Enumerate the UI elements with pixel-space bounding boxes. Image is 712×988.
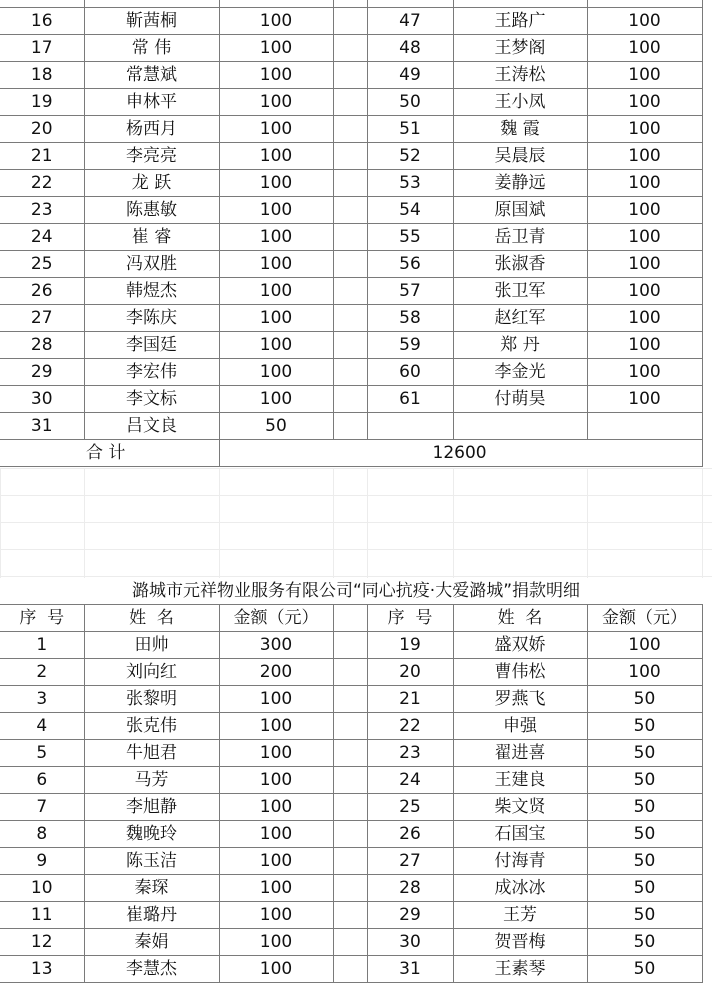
cell-spacer[interactable] (333, 767, 367, 794)
cell-amount[interactable]: 100 (219, 251, 333, 278)
table-row (0, 278, 702, 305)
cell-amount[interactable]: 50 (587, 713, 702, 740)
cell-no[interactable]: 23 (367, 740, 453, 767)
table-row (0, 740, 702, 767)
table-header-row (0, 605, 702, 632)
cell-name[interactable]: 张卫军 (453, 278, 587, 305)
cell-name[interactable]: 李旭静 (84, 794, 219, 821)
cell-name[interactable]: 盛双娇 (453, 632, 587, 659)
cell-name[interactable]: 陈惠敏 (84, 197, 219, 224)
header-amount: 金额（元） (587, 605, 702, 632)
cell-name[interactable] (84, 0, 219, 8)
cell-amount[interactable]: 100 (219, 902, 333, 929)
cell-spacer[interactable] (333, 740, 367, 767)
cell-spacer[interactable] (333, 143, 367, 170)
cell-name[interactable]: 魏晚玲 (84, 821, 219, 848)
cell-amount[interactable]: 50 (587, 767, 702, 794)
table-row (0, 116, 702, 143)
cell-amount[interactable]: 100 (587, 386, 702, 413)
cell-amount[interactable]: 100 (219, 197, 333, 224)
cell-no[interactable]: 17 (0, 35, 84, 62)
cell-name[interactable]: 李国廷 (84, 332, 219, 359)
cell-no[interactable]: 19 (0, 89, 84, 116)
cell-no[interactable]: 59 (367, 332, 453, 359)
cell-spacer[interactable] (333, 278, 367, 305)
cell-amount[interactable]: 100 (219, 359, 333, 386)
cell-name[interactable]: 吕文良 (84, 413, 219, 440)
total-value[interactable]: 12600 (219, 440, 702, 467)
cell-amount[interactable]: 100 (587, 116, 702, 143)
cell-no[interactable]: 52 (367, 143, 453, 170)
cell-no[interactable]: 11 (0, 902, 84, 929)
cell-amount[interactable]: 100 (219, 332, 333, 359)
cell-name[interactable]: 柴文贤 (453, 794, 587, 821)
cell-spacer[interactable] (333, 197, 367, 224)
cell-no[interactable]: 48 (367, 35, 453, 62)
cell-amount[interactable]: 100 (587, 359, 702, 386)
cell-spacer[interactable] (333, 956, 367, 983)
table-row (0, 8, 702, 35)
cell-spacer[interactable] (333, 170, 367, 197)
cell-spacer[interactable] (333, 713, 367, 740)
cell-amount[interactable]: 100 (587, 278, 702, 305)
cell-no[interactable]: 18 (0, 62, 84, 89)
cell-spacer[interactable] (333, 902, 367, 929)
cell-name[interactable]: 张淑香 (453, 251, 587, 278)
cell-no[interactable]: 12 (0, 929, 84, 956)
cell-name[interactable]: 曹伟松 (453, 659, 587, 686)
cell-spacer[interactable] (333, 62, 367, 89)
cell-amount[interactable]: 100 (219, 848, 333, 875)
cell-spacer[interactable] (333, 821, 367, 848)
table-row (0, 35, 702, 62)
cell-name[interactable]: 吴晨辰 (453, 143, 587, 170)
cell-name[interactable]: 李宏伟 (84, 359, 219, 386)
cell-no[interactable]: 9 (0, 848, 84, 875)
cell-no[interactable]: 24 (367, 767, 453, 794)
cell-name[interactable]: 付萌昊 (453, 386, 587, 413)
header-name: 姓 名 (453, 605, 587, 632)
cell-name[interactable]: 牛旭君 (84, 740, 219, 767)
cell-spacer[interactable] (333, 794, 367, 821)
table-row (0, 848, 702, 875)
cell-no[interactable]: 26 (0, 278, 84, 305)
cell-amount[interactable]: 50 (587, 956, 702, 983)
cell-amount[interactable]: 50 (587, 848, 702, 875)
cell-no[interactable]: 57 (367, 278, 453, 305)
grid-line (587, 468, 588, 578)
cell-no[interactable]: 49 (367, 62, 453, 89)
cell-spacer[interactable] (333, 848, 367, 875)
table-row (0, 956, 702, 983)
cell-amount[interactable]: 100 (587, 632, 702, 659)
table-row (0, 713, 702, 740)
cell-no[interactable]: 13 (0, 956, 84, 983)
cell-spacer[interactable] (333, 386, 367, 413)
cell-spacer[interactable] (333, 116, 367, 143)
cell-no[interactable]: 60 (367, 359, 453, 386)
cell-no[interactable]: 53 (367, 170, 453, 197)
cell-no[interactable]: 47 (367, 8, 453, 35)
cell-name[interactable]: 翟进喜 (453, 740, 587, 767)
cell-name[interactable]: 常 伟 (84, 35, 219, 62)
table-row (0, 386, 702, 413)
cell-spacer[interactable] (333, 0, 367, 8)
header-amount: 金额（元） (219, 605, 333, 632)
cell-name[interactable]: 常慧斌 (84, 62, 219, 89)
cell-amount[interactable]: 100 (219, 8, 333, 35)
grid-line (333, 468, 334, 578)
donation-table (0, 604, 703, 983)
cell-name[interactable]: 张黎明 (84, 686, 219, 713)
cell-name[interactable]: 李慧杰 (84, 956, 219, 983)
cell-name[interactable]: 刘向红 (84, 659, 219, 686)
grid-line (367, 468, 368, 578)
table-row (0, 875, 702, 902)
cell-spacer[interactable] (333, 929, 367, 956)
cell-spacer[interactable] (333, 224, 367, 251)
cell-spacer[interactable] (333, 89, 367, 116)
cell-no[interactable]: 25 (367, 794, 453, 821)
cell-amount[interactable]: 50 (587, 902, 702, 929)
cell-no[interactable]: 55 (367, 224, 453, 251)
table-row (0, 794, 702, 821)
cell-no[interactable]: 29 (0, 359, 84, 386)
grid-line (702, 468, 703, 578)
table-row (0, 413, 702, 440)
table-row (0, 197, 702, 224)
header-name: 姓 名 (84, 605, 219, 632)
cell-name[interactable]: 王路广 (453, 8, 587, 35)
total-row (0, 440, 702, 467)
cell-name[interactable]: 申强 (453, 713, 587, 740)
cell-amount[interactable]: 100 (219, 116, 333, 143)
cell-spacer[interactable] (333, 686, 367, 713)
cell-name[interactable] (453, 413, 587, 440)
empty-grid-area[interactable] (0, 468, 712, 578)
cell-name[interactable]: 原国斌 (453, 197, 587, 224)
cell-name[interactable]: 魏 霞 (453, 116, 587, 143)
cell-amount[interactable]: 100 (219, 821, 333, 848)
cell-name[interactable]: 龙 跃 (84, 170, 219, 197)
cell-name[interactable]: 罗燕飞 (453, 686, 587, 713)
cell-spacer[interactable] (333, 875, 367, 902)
cell-no[interactable]: 29 (367, 902, 453, 929)
cell-amount[interactable]: 100 (219, 767, 333, 794)
cell-name[interactable]: 申林平 (84, 89, 219, 116)
cell-no[interactable]: 16 (0, 8, 84, 35)
cell-name[interactable]: 李陈庆 (84, 305, 219, 332)
cell-amount[interactable]: 100 (587, 8, 702, 35)
cell-name[interactable]: 王素琴 (453, 956, 587, 983)
table-row (0, 224, 702, 251)
cell-amount[interactable]: 100 (587, 170, 702, 197)
cell-name[interactable]: 岳卫青 (453, 224, 587, 251)
header-no: 序 号 (367, 605, 453, 632)
cell-name[interactable]: 赵红军 (453, 305, 587, 332)
cell-name[interactable]: 马芳 (84, 767, 219, 794)
cell-amount[interactable]: 100 (587, 143, 702, 170)
cell-no[interactable]: 26 (367, 821, 453, 848)
cell-name[interactable]: 秦琛 (84, 875, 219, 902)
cell-no[interactable]: 30 (367, 929, 453, 956)
cell-spacer[interactable] (333, 332, 367, 359)
cell-spacer[interactable] (333, 8, 367, 35)
cell-amount[interactable]: 100 (219, 686, 333, 713)
cell-name[interactable] (453, 0, 587, 8)
cell-spacer[interactable] (333, 251, 367, 278)
cell-no[interactable]: 56 (367, 251, 453, 278)
table-row (0, 332, 702, 359)
table-row (0, 359, 702, 386)
cell-amount[interactable]: 100 (587, 197, 702, 224)
cell-amount[interactable]: 100 (587, 89, 702, 116)
cell-no[interactable]: 51 (367, 116, 453, 143)
cell-amount[interactable]: 100 (587, 332, 702, 359)
cell-no[interactable]: 23 (0, 197, 84, 224)
cell-name[interactable]: 郑 丹 (453, 332, 587, 359)
cell-no[interactable]: 6 (0, 767, 84, 794)
cell-amount[interactable]: 50 (587, 686, 702, 713)
cell-name[interactable]: 陈玉洁 (84, 848, 219, 875)
table-row (0, 62, 702, 89)
cell-no[interactable]: 21 (0, 143, 84, 170)
cell-no[interactable]: 28 (367, 875, 453, 902)
cell-no[interactable]: 22 (367, 713, 453, 740)
cell-amount[interactable]: 100 (219, 62, 333, 89)
table-row (0, 305, 702, 332)
grid-line (453, 468, 454, 578)
document-title: 潞城市元祥物业服务有限公司“同心抗疫·大爱潞城”捐款明细 (131, 581, 581, 601)
cell-no[interactable]: 2 (0, 659, 84, 686)
table-row (0, 170, 702, 197)
cell-name[interactable]: 王小凤 (453, 89, 587, 116)
table-row-partial (0, 0, 702, 8)
cell-no[interactable] (0, 0, 84, 8)
cell-amount[interactable]: 100 (219, 89, 333, 116)
cell-amount[interactable]: 300 (219, 632, 333, 659)
cell-amount[interactable]: 200 (219, 659, 333, 686)
cell-amount[interactable]: 100 (219, 170, 333, 197)
cell-amount[interactable]: 100 (587, 35, 702, 62)
cell-no[interactable]: 20 (367, 659, 453, 686)
cell-no[interactable]: 24 (0, 224, 84, 251)
cell-no[interactable]: 61 (367, 386, 453, 413)
cell-amount[interactable]: 100 (587, 224, 702, 251)
cell-amount[interactable]: 100 (219, 875, 333, 902)
cell-no[interactable]: 21 (367, 686, 453, 713)
header-spacer (333, 605, 367, 632)
cell-amount[interactable]: 100 (219, 35, 333, 62)
cell-no[interactable]: 20 (0, 116, 84, 143)
table-row (0, 767, 702, 794)
cell-amount[interactable]: 100 (587, 305, 702, 332)
cell-no[interactable]: 10 (0, 875, 84, 902)
cell-no[interactable]: 7 (0, 794, 84, 821)
cell-amount[interactable]: 100 (219, 740, 333, 767)
cell-no[interactable]: 30 (0, 386, 84, 413)
table-row (0, 902, 702, 929)
total-label[interactable]: 合 计 (0, 440, 219, 467)
grid-line (219, 468, 220, 578)
cell-amount[interactable]: 100 (219, 956, 333, 983)
table-row (0, 821, 702, 848)
cell-name[interactable]: 张克伟 (84, 713, 219, 740)
cell-name[interactable]: 靳茜桐 (84, 8, 219, 35)
cell-name[interactable]: 韩煜杰 (84, 278, 219, 305)
cell-spacer[interactable] (333, 305, 367, 332)
cell-amount[interactable]: 50 (587, 821, 702, 848)
cell-name[interactable]: 李金光 (453, 359, 587, 386)
header-no: 序 号 (0, 605, 84, 632)
cell-no[interactable]: 8 (0, 821, 84, 848)
cell-name[interactable]: 李亮亮 (84, 143, 219, 170)
cell-amount[interactable] (587, 413, 702, 440)
cell-no[interactable]: 22 (0, 170, 84, 197)
table-row (0, 686, 702, 713)
cell-spacer[interactable] (333, 413, 367, 440)
cell-amount[interactable]: 100 (587, 251, 702, 278)
cell-name[interactable]: 杨西月 (84, 116, 219, 143)
cell-no[interactable]: 1 (0, 632, 84, 659)
table-row (0, 659, 702, 686)
cell-name[interactable]: 秦娟 (84, 929, 219, 956)
cell-name[interactable]: 石国宝 (453, 821, 587, 848)
cell-no[interactable]: 31 (367, 956, 453, 983)
cell-amount[interactable]: 100 (219, 278, 333, 305)
cell-spacer[interactable] (333, 35, 367, 62)
cell-amount[interactable]: 100 (219, 794, 333, 821)
cell-name[interactable]: 王涛松 (453, 62, 587, 89)
cell-no[interactable]: 58 (367, 305, 453, 332)
cell-no[interactable]: 19 (367, 632, 453, 659)
cell-name[interactable]: 王建良 (453, 767, 587, 794)
cell-amount[interactable]: 100 (219, 305, 333, 332)
cell-amount[interactable] (219, 0, 333, 8)
cell-name[interactable]: 李文标 (84, 386, 219, 413)
cell-amount[interactable]: 50 (587, 875, 702, 902)
table-row (0, 929, 702, 956)
cell-name[interactable]: 姜静远 (453, 170, 587, 197)
cell-amount[interactable] (587, 0, 702, 8)
cell-name[interactable]: 冯双胜 (84, 251, 219, 278)
cell-amount[interactable]: 50 (587, 794, 702, 821)
cell-no[interactable]: 4 (0, 713, 84, 740)
cell-name[interactable]: 付海青 (453, 848, 587, 875)
cell-amount[interactable]: 100 (587, 62, 702, 89)
cell-no[interactable]: 25 (0, 251, 84, 278)
table-row (0, 143, 702, 170)
cell-name[interactable]: 贺晋梅 (453, 929, 587, 956)
cell-amount[interactable]: 100 (219, 386, 333, 413)
table-row (0, 89, 702, 116)
cell-amount[interactable]: 50 (587, 929, 702, 956)
cell-no[interactable] (367, 0, 453, 8)
cell-name[interactable]: 王梦阁 (453, 35, 587, 62)
cell-name[interactable]: 崔璐丹 (84, 902, 219, 929)
cell-no[interactable]: 50 (367, 89, 453, 116)
cell-spacer[interactable] (333, 632, 367, 659)
cell-no[interactable]: 28 (0, 332, 84, 359)
cell-amount[interactable]: 100 (587, 659, 702, 686)
cell-no[interactable]: 31 (0, 413, 84, 440)
cell-name[interactable]: 王芳 (453, 902, 587, 929)
grid-line (84, 468, 85, 578)
cell-no[interactable]: 3 (0, 686, 84, 713)
cell-no[interactable]: 27 (0, 305, 84, 332)
cell-amount[interactable]: 50 (219, 413, 333, 440)
cell-amount[interactable]: 50 (587, 740, 702, 767)
cell-amount[interactable]: 100 (219, 224, 333, 251)
cell-amount[interactable]: 100 (219, 713, 333, 740)
cell-no[interactable]: 27 (367, 848, 453, 875)
cell-spacer[interactable] (333, 359, 367, 386)
cell-name[interactable]: 崔 睿 (84, 224, 219, 251)
cell-no[interactable] (367, 413, 453, 440)
cell-name[interactable]: 成冰冰 (453, 875, 587, 902)
table-row (0, 632, 702, 659)
cell-amount[interactable]: 100 (219, 929, 333, 956)
table-row (0, 251, 702, 278)
cell-amount[interactable]: 100 (219, 143, 333, 170)
cell-name[interactable]: 田帅 (84, 632, 219, 659)
cell-no[interactable]: 5 (0, 740, 84, 767)
cell-spacer[interactable] (333, 659, 367, 686)
cell-no[interactable]: 54 (367, 197, 453, 224)
donation-table-continued (0, 0, 703, 467)
